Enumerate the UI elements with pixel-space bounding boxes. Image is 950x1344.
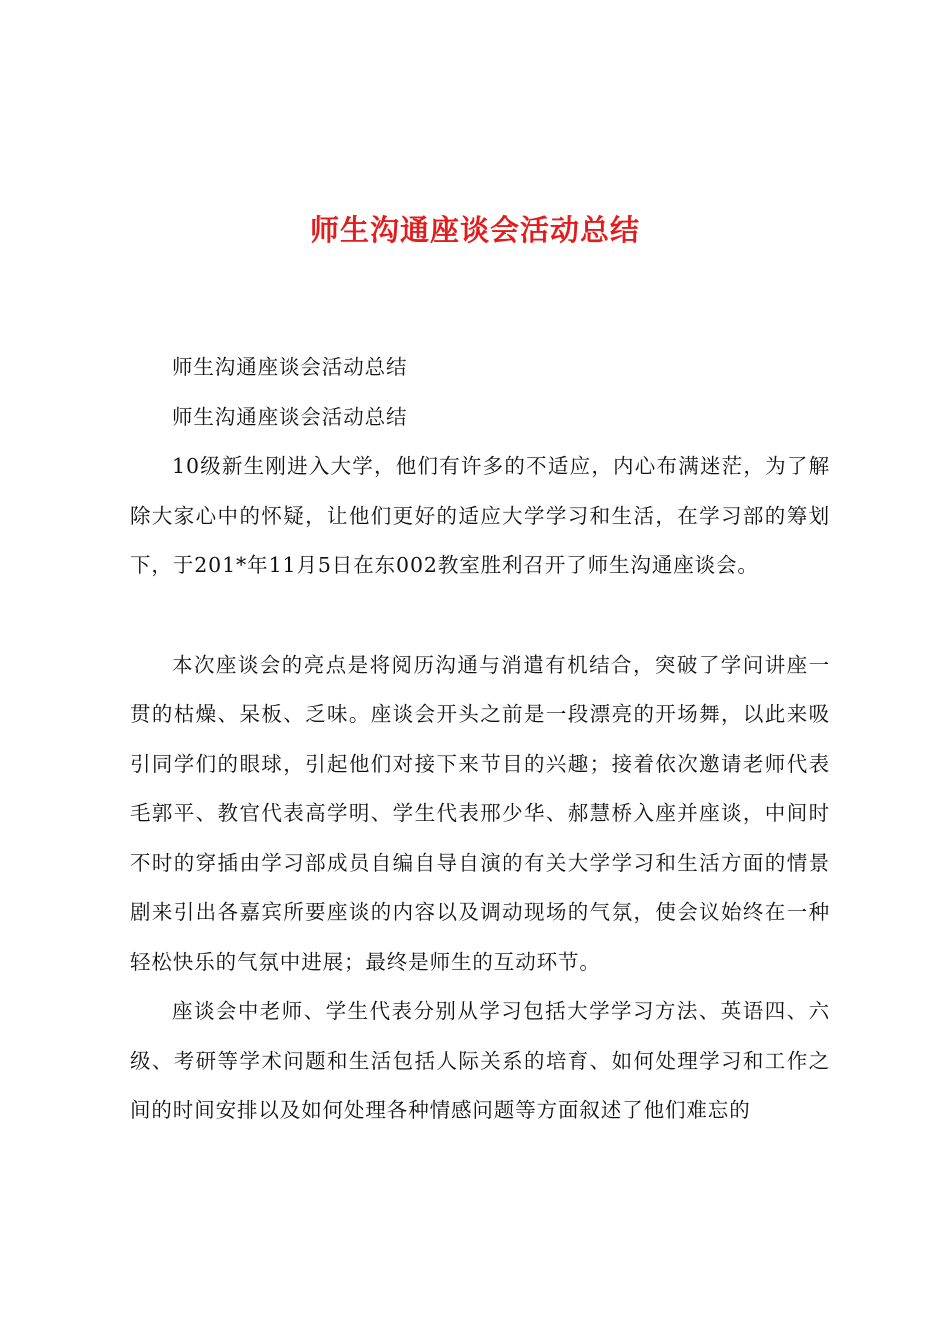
- subtitle-line-2: 师生沟通座谈会活动总结: [172, 404, 408, 429]
- paragraph-content: 座谈会中老师、学生代表分别从学习包括大学学习方法、英语四、六级、考研等学术问题和生活包括人际关系的培育、如何处理学习和工作之间的时间安排以及如何处理各种情感问题等方面叙述了他们难忘的: [130, 999, 830, 1122]
- subtitle-line-1: 师生沟通座谈会活动总结: [172, 355, 408, 379]
- document-body: [130, 343, 830, 1136]
- paragraph-intro: 10级新生刚进入大学，他们有许多的不适应，内心布满迷茫，为了解除大家心中的怀疑，让他们更好的适应大学学习和生活，在学习部的筹划下，于201*年11月5日在东002教室胜利召开了师生沟通座谈会。: [130, 454, 830, 577]
- paragraph-spacer: [130, 591, 830, 641]
- paragraph-highlights: 本次座谈会的亮点是将阅历沟通与消遣有机结合，突破了学问讲座一贯的枯燥、呆板、乏味。座谈会开头之前是一段漂亮的开场舞，以此来吸引同学们的眼球，引起他们对接下来节目的兴趣；接着依次邀请老师代表毛郭平、教官代表高学明、学生代表邢少华、郝慧桥入座并座谈，中间时不时的穿插由学习部成员自编自导自演的有关大学学习和生活方面的情景剧来引出各嘉宾所要座谈的内容以及调动现场的气氛，使会议始终在一种轻松快乐的气氛中进展；最终是师生的互动环节。: [130, 652, 830, 974]
- document-title: 师生沟通座谈会活动总结: [309, 213, 640, 247]
